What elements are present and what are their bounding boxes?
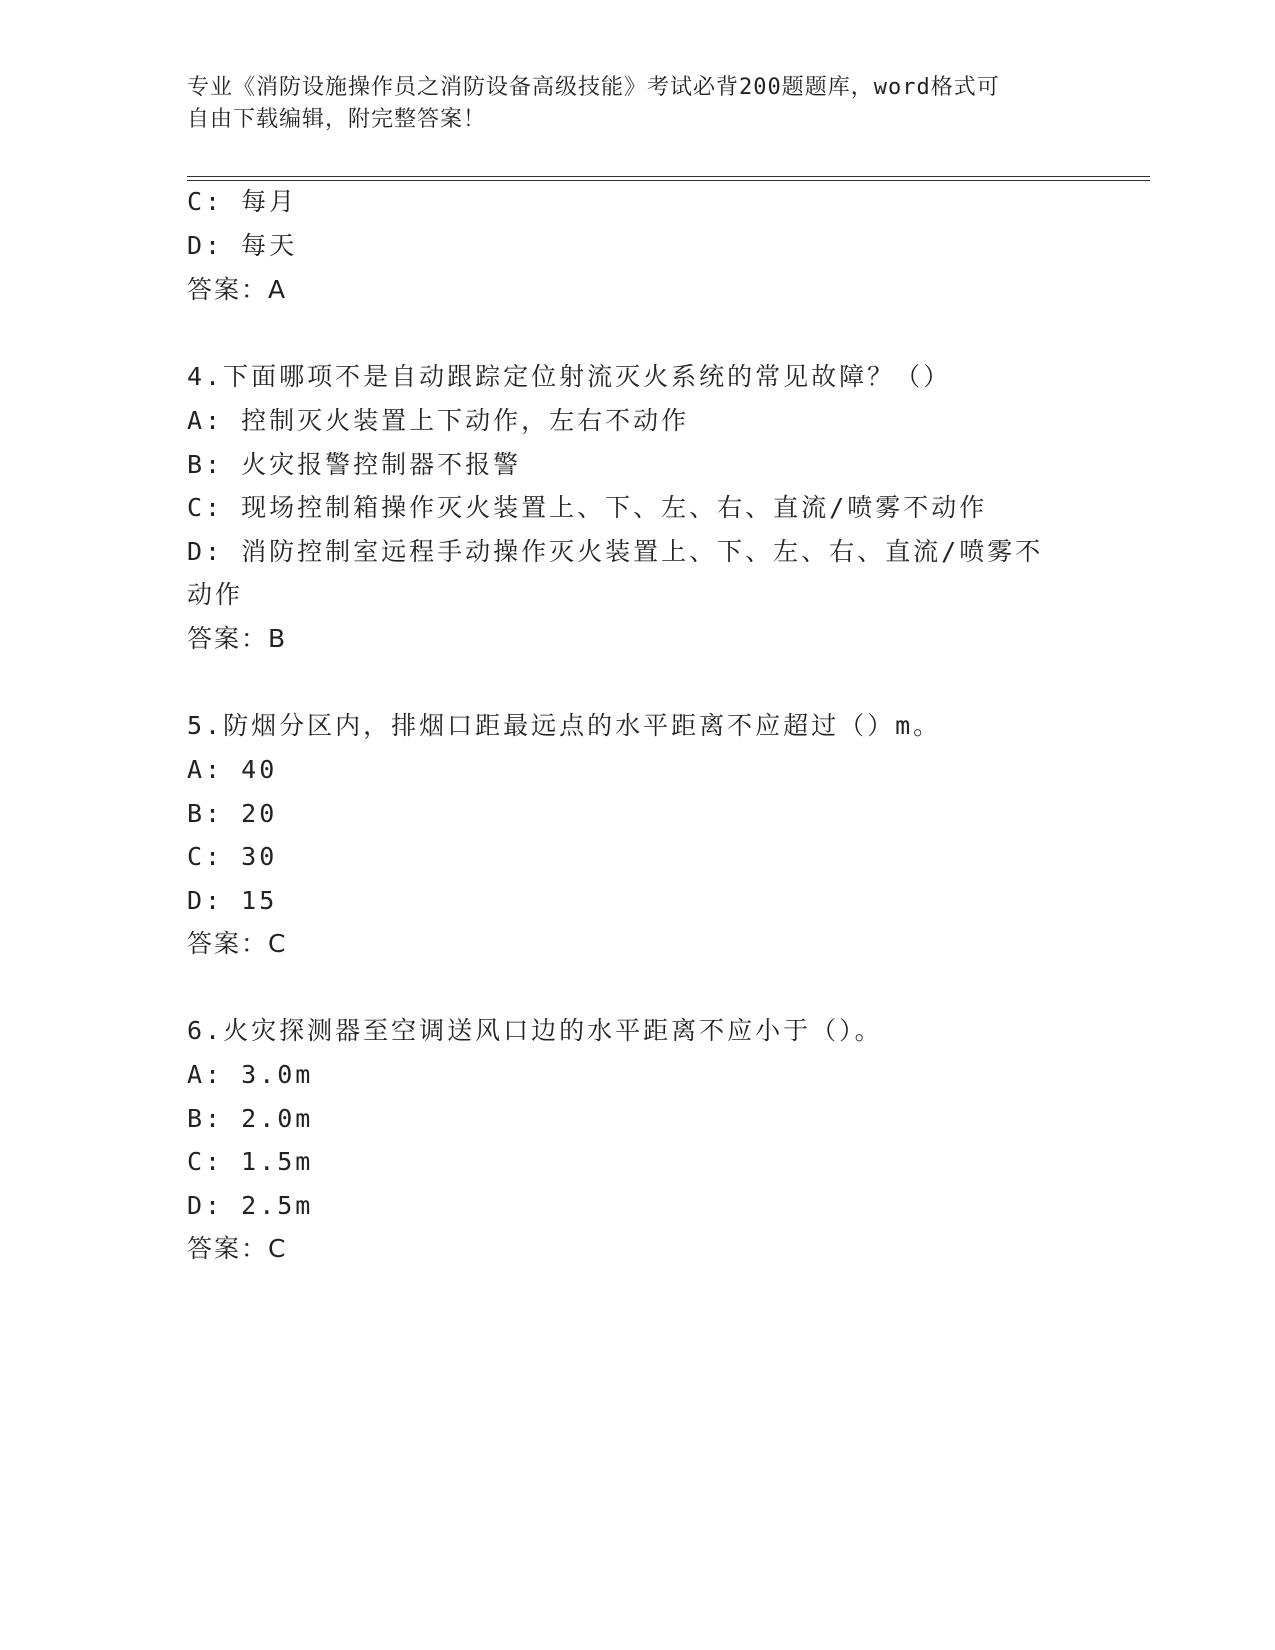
- document-header: [187, 72, 1077, 136]
- q4-option-a: A: 控制灭火装置上下动作，左右不动作: [187, 406, 690, 435]
- q6-stem: 6.火灾探测器至空调送风口边的水平距离不应小于（）。: [187, 1016, 883, 1045]
- q3-answer: 答案：A: [187, 275, 288, 304]
- q6-option-b: B: 2.0m: [187, 1104, 314, 1133]
- q4-option-d-line-2: 动作: [187, 580, 244, 609]
- q6-option-a: A: 3.0m: [187, 1060, 314, 1089]
- q3-option-c: C: 每月: [187, 187, 298, 216]
- q4-option-c: C: 现场控制箱操作灭火装置上、下、左、右、直流/喷雾不动作: [187, 493, 988, 522]
- header-line-1: 专业《消防设施操作员之消防设备高级技能》考试必背200题题库，word格式可: [187, 75, 1000, 100]
- q6-option-c: C: 1.5m: [187, 1147, 314, 1176]
- q4-answer: 答案：B: [187, 624, 288, 653]
- q5-option-d: D: 15: [187, 886, 278, 915]
- q5-option-c: C: 30: [187, 842, 278, 871]
- q5-stem: 5.防烟分区内，排烟口距最远点的水平距离不应超过（）m。: [187, 711, 942, 740]
- q5-option-b: B: 20: [187, 799, 278, 828]
- header-line-2: 自由下载编辑，附完整答案！: [187, 107, 487, 132]
- q5-option-a: A: 40: [187, 755, 278, 784]
- q5-answer: 答案：C: [187, 929, 288, 958]
- q3-option-d: D: 每天: [187, 231, 298, 260]
- q6-answer: 答案：C: [187, 1234, 288, 1263]
- q4-option-d-line-1: D: 消防控制室远程手动操作灭火装置上、下、左、右、直流/喷雾不: [187, 537, 1044, 566]
- q6-option-d: D: 2.5m: [187, 1191, 314, 1220]
- q4-stem: 4.下面哪项不是自动跟踪定位射流灭火系统的常见故障？（）: [187, 362, 952, 391]
- header-divider: [187, 176, 1150, 181]
- q4-option-b: B: 火灾报警控制器不报警: [187, 450, 522, 479]
